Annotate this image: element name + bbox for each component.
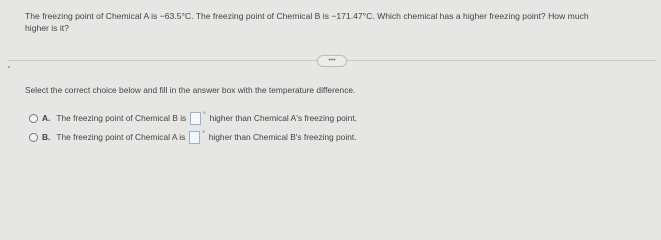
choice-b-text-after: higher than Chemical B's freezing point. (208, 132, 357, 142)
choice-a-letter: A. (42, 113, 51, 123)
choice-a[interactable] (29, 111, 357, 125)
choice-b-text-before: The freezing point of Chemical A is (56, 132, 186, 142)
choice-b[interactable] (29, 130, 357, 144)
radio-choice-a[interactable] (29, 114, 38, 123)
question-line-1: The freezing point of Chemical A is −63.5°C. The freezing point of Chemical B is −171.47°C. Which chemical has a higher freezing point? How much (25, 11, 589, 21)
expand-more-button[interactable]: ••• (317, 55, 347, 67)
answer-box-a[interactable] (190, 112, 201, 125)
radio-choice-b[interactable] (29, 133, 38, 142)
answer-box-b[interactable] (189, 131, 200, 144)
choice-b-letter: B. (42, 132, 51, 142)
bullet-dot (8, 66, 10, 68)
question-text (25, 10, 650, 34)
question-line-2: higher is it? (25, 23, 69, 33)
choice-a-text-before: The freezing point of Chemical B is (56, 113, 187, 123)
choice-a-text-after: higher than Chemical A's freezing point. (209, 113, 357, 123)
degree-unit-a: ° (203, 112, 206, 118)
instruction-text: Select the correct choice below and fill in the answer box with the temperature difference. (25, 85, 356, 95)
degree-unit-b: ° (202, 131, 205, 137)
